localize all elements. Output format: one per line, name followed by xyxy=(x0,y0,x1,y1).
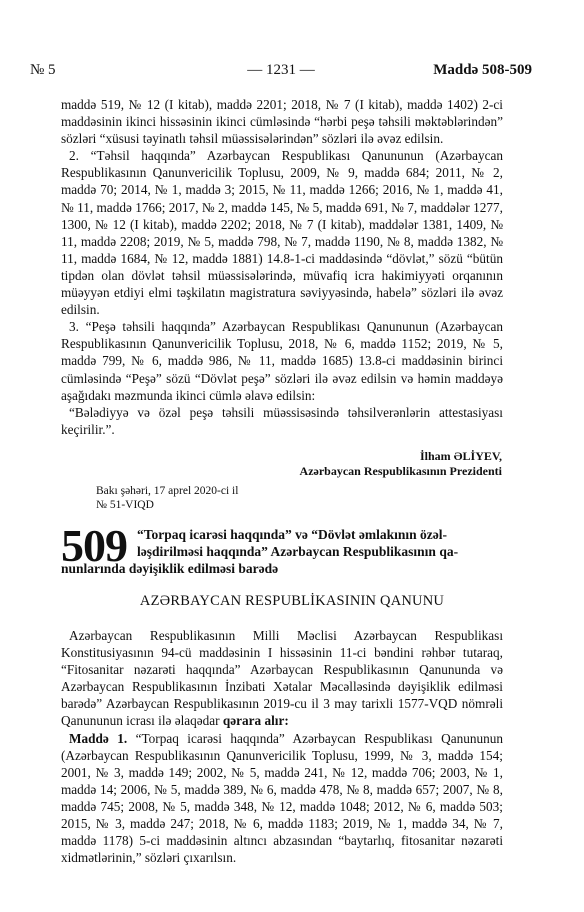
article-1-label: Maddə 1. xyxy=(69,730,128,746)
page-header xyxy=(30,62,532,84)
law-subtitle: AZƏRBAYCAN RESPUBLİKASININ QANUNU xyxy=(139,593,445,609)
law-title-line-1: “Torpaq icarəsi haqqında” və “Dövlət əmlakının özəl- xyxy=(137,527,448,542)
signer-name: İlham ƏLİYEV, xyxy=(419,449,502,463)
law-509-text xyxy=(61,627,503,866)
preamble xyxy=(61,627,503,730)
article-1 xyxy=(61,730,503,867)
signature-block xyxy=(300,449,502,479)
paragraph-quote: “Bələdiyyə və özəl peşə təhsili müəssisəsində təhsilverənlərin attestasiyası keçirilir.”. xyxy=(61,404,503,437)
page-number: — 1231 — xyxy=(247,62,315,78)
previous-law-text xyxy=(61,96,503,438)
article-1-text: “Torpaq icarəsi haqqında” Azərbaycan Respublikası Qanununun (Azərbaycan Respublikasının Qanunvericilik Toplusu, 1999, № 3, maddə 154; 2001, № 3, maddə 149; 2002, № 5, maddə 241, № 12, maddə 706; 2003, № 1, maddə 14; 2006, № 5, maddə 389, № 6, maddə 478, № 8, maddə 657; 2007, № 8, maddə 745; 2008, № 5, maddə 348, № 12, maddə 1048; 2012, № 6, maddə 503; 2015, № 3, maddə 247; 2018, № 6, maddə 1183; 2019, № 1, maddə 34, № 7, maddə 1178) 5-ci maddəsinin altıncı abzasından “baytarlıq, fitosanitar nəzarəti xidmətlərinin,” sözləri çıxarılsın. xyxy=(61,730,503,866)
law-title-line-3: nunlarında dəyişiklik edilməsi barədə xyxy=(61,561,279,576)
decision-phrase: qərara alır: xyxy=(222,713,289,729)
law-heading xyxy=(61,520,503,577)
law-number: № 51-VIQD xyxy=(96,499,154,511)
article-range: Maddə 508-509 xyxy=(433,62,532,78)
paragraph-continuation: maddə 519, № 12 (I kitab), maddə 2201; 2018, № 7 (I kitab), maddə 1402) 2-ci maddəsinin ikinci hissəsinin ikinci cümləsində “hərbi peşə təhsili məktəblərindən” sözləri “xüsusi təyinatlı təhsil müəssisələrindən” sözləri ilə əvəz edilsin. xyxy=(61,97,503,147)
place-date-block xyxy=(96,484,238,512)
law-item-number: 509 xyxy=(61,520,127,571)
law-title-line-2: ləşdirilməsi haqqında” Azərbaycan Respublikasının qa- xyxy=(137,544,459,559)
preamble-text: Azərbaycan Respublikasının Milli Məclisi Azərbaycan Respublikası Konstitusiyasının 94-cü maddəsinin I hissəsinin 11-ci bəndini rəhbər tutaraq, “Fitosanitar nəzarəti haqqında” Azərbaycan Respublikasının Qanununda və Azərbaycan Respublikasının İnzibati Xətalar Məcəlləsində dəyişiklik edilməsi barədə” Azərbaycan Respublikasının 2019-cu il 3 may tarixli 1577-VQD nömrəli Qanununun icrası ilə əlaqədar xyxy=(61,628,503,729)
place-date: Bakı şəhəri, 17 aprel 2020-ci il xyxy=(96,485,239,497)
paragraph-3: 3. “Peşə təhsili haqqında” Azərbaycan Respublikası Qanununun (Azərbaycan Respublikasının Qanunvericilik Toplusu, 2018, № 6, maddə 1152; 2019, № 5, maddə 799, № 6, maddə 986, № 11, maddə 1685) 13.8-ci maddəsinin birinci cümləsində “Peşə” sözü “Dövlət peşə” sözləri ilə əvəz edilsin və həmin maddəyə aşağıdakı məzmunda ikinci cümlə əlavə edilsin: xyxy=(61,319,503,403)
signer-title: Azərbaycan Respublikasının Prezidenti xyxy=(299,464,502,478)
paragraph-2: 2. “Təhsil haqqında” Azərbaycan Respublikası Qanununun (Azərbaycan Respublikasının Qanunvericilik Toplusu, 2009, № 9, maddə 684; 2011, № 2, maddə 70; 2014, № 1, maddə 3; 2015, № 11, maddə 1266; 2016, № 1, maddə 41, № 11, maddə 1766; 2017, № 2, maddə 145, № 5, maddə 691, № 7, maddələr 1277, 1300, № 12 (I kitab), maddə 2202; 2018, № 7 (I kitab), maddələr 1381, 1409, № 11, maddə 2208; 2019, № 5, maddə 798, № 7, maddə 1190, № 8, maddə 1382, № 11, maddə 1684, № 12, maddə 1881) 14.8-1-ci maddəsində “dövlət,” sözü “bütün tipdən olan dövlət təhsil müəssisələrində, müvafiq icra hakimiyyəti orqanının müəyyən etdiyi elmi təşkilatın magistratura səviyyəsində, habelə” sözləri ilə əvəz edilsin. xyxy=(61,148,503,318)
issue-number: № 5 xyxy=(30,62,56,78)
